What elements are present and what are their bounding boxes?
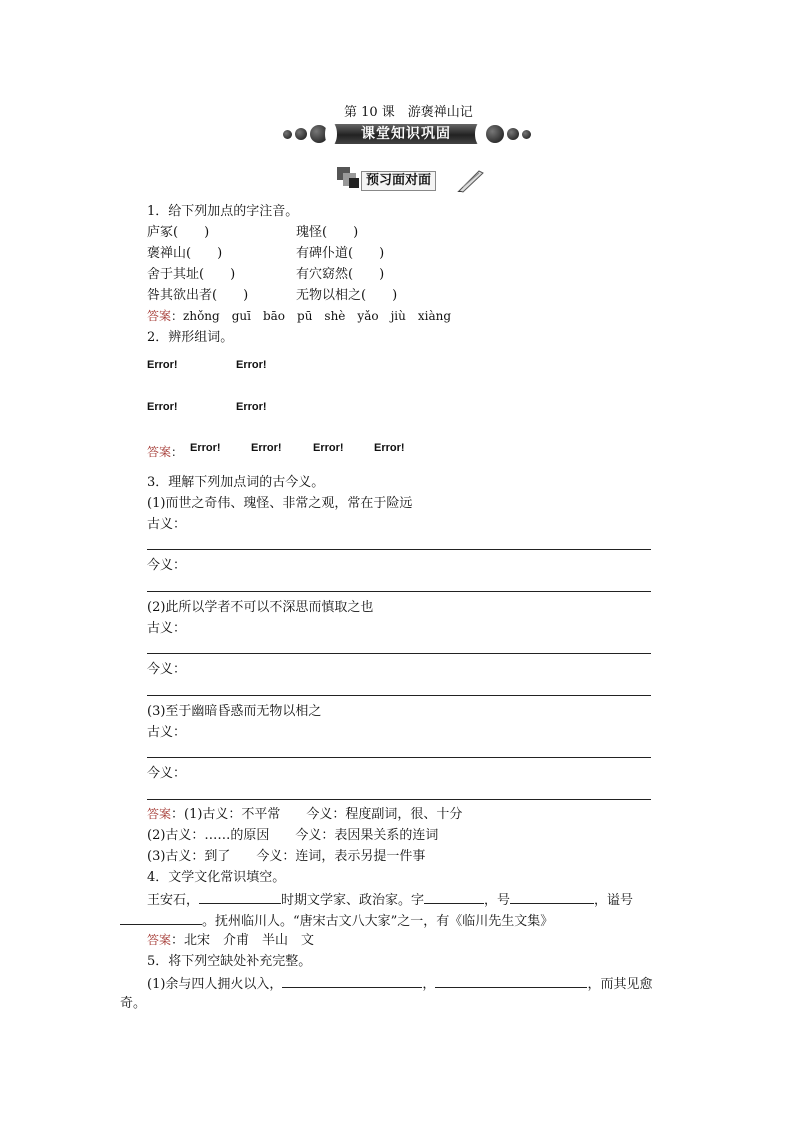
fill-blank [424, 890, 484, 904]
q1-item: 有碑仆道( ) [296, 246, 385, 261]
q1-prompt: 1．给下列加点的字注音。 [147, 204, 299, 219]
q4-answer [147, 932, 314, 949]
banner-dot [283, 130, 292, 139]
banner-dot [295, 128, 307, 140]
q1-item: 无物以相之( ) [296, 288, 398, 303]
q4-prompt: 4．文学文化常识填空。 [147, 870, 286, 885]
q4-line-2 [120, 911, 553, 930]
banner-dot [522, 130, 531, 139]
fill-blank [510, 890, 594, 904]
banner-bar [333, 124, 479, 144]
q1-item: 瑰怪( ) [296, 225, 359, 240]
q1-item: 褒禅山( ) [147, 246, 223, 261]
answer-line [147, 695, 651, 696]
fill-blank [435, 974, 587, 988]
pen-icon [455, 167, 485, 193]
q4-text: ，号 [484, 893, 511, 908]
banner-dot [507, 128, 519, 140]
jin-label: 今义： [147, 558, 187, 573]
answer-sep: ： [171, 445, 184, 459]
answer-label: 答案 [147, 807, 172, 821]
q2-answer [147, 441, 183, 460]
q5-line-1 [147, 974, 652, 993]
gu-label: 古义： [147, 517, 187, 532]
banner-dot [486, 125, 504, 143]
q4-text: 王安石， [147, 893, 200, 908]
q5-prompt: 5．将下列空缺处补充完整。 [147, 954, 312, 969]
q3-answer-3: (3)古义：到了 今义：连词，表示另提一件事 [147, 849, 426, 864]
answer-line [147, 591, 651, 592]
q2-prompt: 2．辨形组词。 [147, 330, 234, 345]
q1-item: 咎其欲出者( ) [147, 288, 249, 303]
answer-label: 答案 [147, 309, 172, 323]
q5-text: (1)余与四人拥火以入， [147, 977, 283, 992]
lesson-title: 第 10 课 游褒禅山记 [344, 105, 473, 120]
jin-label: 今义： [147, 662, 187, 677]
error-text: Error! [190, 442, 221, 454]
answer-line [147, 549, 651, 550]
q3-prompt: 3．理解下列加点词的古今义。 [147, 475, 325, 490]
answer-label: 答案 [147, 933, 172, 947]
answer-text: ：zhǒng guī bāo pū shè yǎo jiù xiàng [171, 309, 452, 323]
answer-label: 答案 [147, 445, 172, 459]
q3-answer-2: (2)古义：……的原因 今义：表因果关系的连词 [147, 828, 439, 843]
answer-line [147, 653, 651, 654]
q3-sentence-1: (1)而世之奇伟、瑰怪、非常之观，常在于险远 [147, 496, 413, 511]
q1-answer [147, 308, 451, 325]
q4-line-1 [147, 890, 633, 909]
answer-text: ：(1)古义：不平常 今义：程度副词，很、十分 [171, 807, 463, 822]
q4-text: 时期文学家、政治家。字 [281, 893, 425, 908]
q3-answer [147, 806, 462, 823]
q4-text: 。抚州临川人。“唐宋古文八大家”之一，有《临川先生文集》 [202, 914, 554, 929]
q1-item: 庐冢( ) [147, 225, 210, 240]
subheading-text: 预习面对面 [361, 171, 436, 191]
error-text: Error! [147, 401, 178, 413]
section-banner [283, 122, 531, 146]
banner-text: 课堂知识巩固 [361, 126, 451, 142]
gu-label: 古义： [147, 621, 187, 636]
answer-line [147, 757, 651, 758]
fill-blank [120, 911, 202, 925]
fill-blank [282, 974, 422, 988]
answer-line [147, 799, 651, 800]
error-text: Error! [251, 442, 282, 454]
answer-text: ：北宋 介甫 半山 文 [171, 933, 315, 948]
error-text: Error! [147, 359, 178, 371]
error-text: Error! [374, 442, 405, 454]
fill-blank [199, 890, 281, 904]
q5-text: ， [422, 977, 436, 992]
q1-item: 有穴窈然( ) [296, 267, 385, 282]
section-subheading [337, 167, 487, 193]
error-text: Error! [236, 359, 267, 371]
q5-line-2: 奇。 [120, 996, 147, 1011]
jin-label: 今义： [147, 766, 187, 781]
error-text: Error! [313, 442, 344, 454]
q1-item: 舍于其址( ) [147, 267, 236, 282]
gu-label: 古义： [147, 725, 187, 740]
q4-text: ，谥号 [594, 893, 634, 908]
q3-sentence-3: (3)至于幽暗昏惑而无物以相之 [147, 704, 322, 719]
square-icon [349, 178, 359, 188]
error-text: Error! [236, 401, 267, 413]
q5-text: ，而其见愈 [587, 977, 653, 992]
q3-sentence-2: (2)此所以学者不可以不深思而慎取之也 [147, 600, 374, 615]
